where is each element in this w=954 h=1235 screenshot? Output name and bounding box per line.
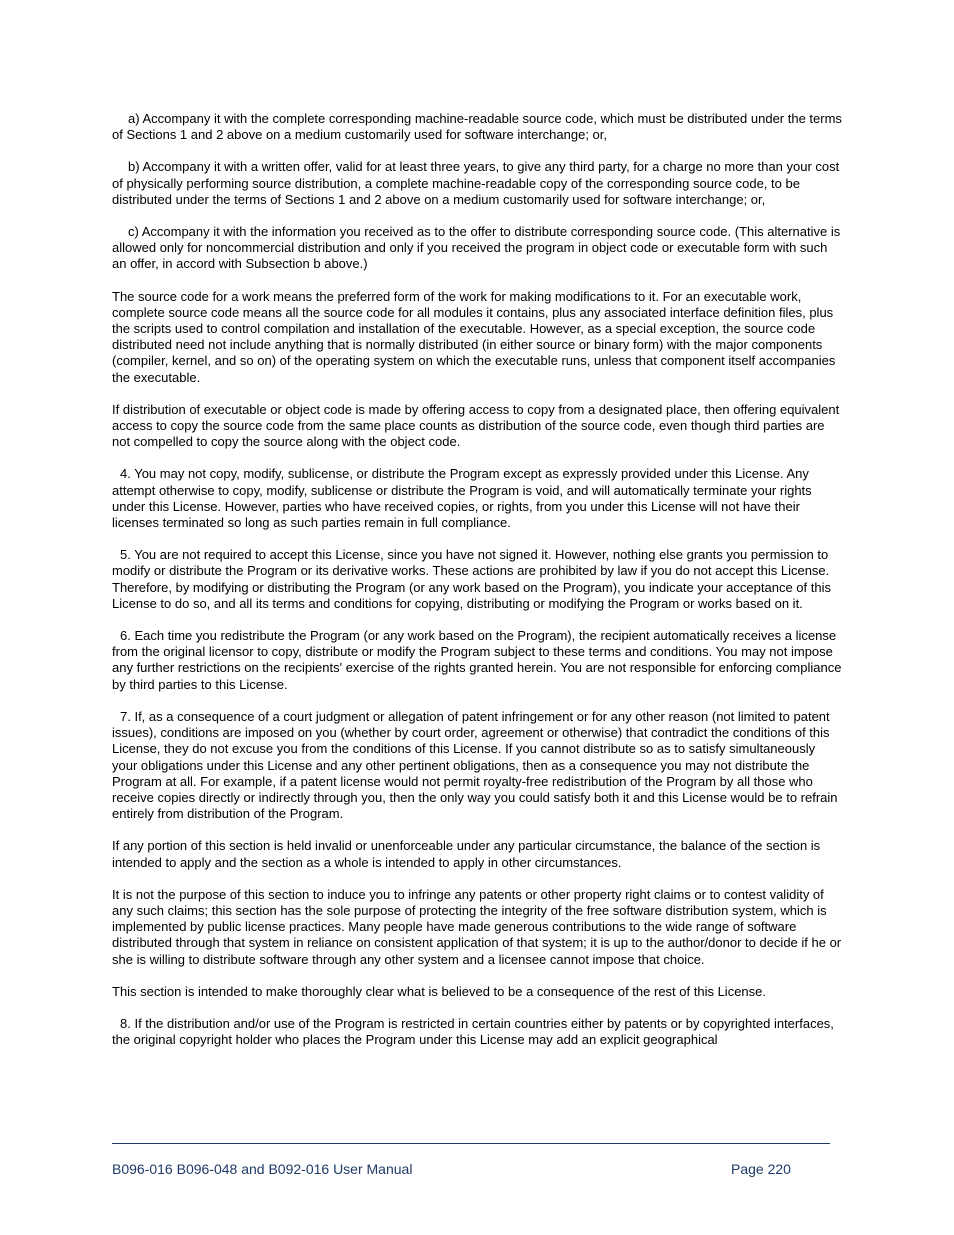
footer-manual-title: B096-016 B096-048 and B092-016 User Manual xyxy=(112,1161,413,1177)
paragraph-source-code: The source code for a work means the preferred form of the work for making modifications to it. For an executable work, complete source code means all the source code for all modules it contains, plus any associated interface definition files, plus the scripts used to control compilation and installation of the executable. However, as a special exception, the source code distributed need not include anything that is normally distributed (in either source or binary form) with the major components (compiler, kernel, and so on) of the operating system on which the executable runs, unless that component itself accompanies the executable. xyxy=(112,288,836,385)
paragraph-section-6: 6. Each time you redistribute the Program (or any work based on the Program), the recipient automatically receives a license from the original licensor to copy, distribute or modify the Program subject to these terms and conditions. You may not impose any further restrictions on the recipients' exercise of the rights granted herein. You are not responsible for enforcing compliance by third parties to this License. xyxy=(112,628,842,692)
paragraph-clarification: This section is intended to make thoroughly clear what is believed to be a consequence of the rest of this License. xyxy=(112,983,766,999)
paragraph-c: c) Accompany it with the information you received as to the offer to distribute corresponding source code. (This alternative is allowed only for noncommercial distribution and only if you received the program in object code or executable form with such an offer, in accord with Subsection b above.) xyxy=(112,224,841,272)
body-text xyxy=(112,111,842,1064)
paragraph-section-7: 7. If, as a consequence of a court judgment or allegation of patent infringement or for any other reason (not limited to patent issues), conditions are imposed on you (whether by court order, agreement or otherwise) that contradict the conditions of this License, they do not excuse you from the conditions of this License. If you cannot distribute so as to satisfy simultaneously your obligations under this License and any other pertinent obligations, then as a consequence you may not distribute the Program at all. For example, if a patent license would not permit royalty-free redistribution of the Program by all those who receive copies directly or indirectly through you, then the only way you could satisfy both it and this License would be to refrain entirely from distribution of the Program. xyxy=(112,708,838,822)
paragraph-section-8: 8. If the distribution and/or use of the Program is restricted in certain countries either by patents or by copyrighted interfaces, the original copyright holder who places the Program under this License may add an explicit geographical xyxy=(112,1015,834,1048)
paragraph-section-4: 4. You may not copy, modify, sublicense, or distribute the Program except as expressly provided under this License. Any attempt otherwise to copy, modify, sublicense or distribute the Program is void, and will automatically terminate your rights under this License. However, parties who have received copies, or rights, from you under this License will not have their licenses terminated so long as such parties remain in full compliance. xyxy=(112,466,812,531)
paragraph-b: b) Accompany it with a written offer, valid for at least three years, to give any third party, for a charge no more than your cost of physically performing source distribution, a complete machine-readable copy of the corresponding source code, to be distributed under the terms of Sections 1 and 2 above on a medium customarily used for software interchange; or, xyxy=(112,159,840,207)
paragraph-section-5: 5. You are not required to accept this License, since you have not signed it. However, nothing else grants you permission to modify or distribute the Program or its derivative works. These actions are prohibited by law if you do not accept this License. Therefore, by modifying or distributing the Program (or any work based on the Program), you indicate your acceptance of this License to do so, and all its terms and conditions for copying, distributing or modifying the Program or works based on it. xyxy=(112,547,831,611)
footer-page-number: Page 220 xyxy=(731,1161,791,1177)
footer-divider xyxy=(112,1143,830,1144)
paragraph-purpose: It is not the purpose of this section to induce you to infringe any patents or other property right claims or to contest validity of any such claims; this section has the sole purpose of protecting the integrity of the free software distribution system, which is implemented by public license practices. Many people have made generous contributions to the wide range of software distributed through that system in reliance on consistent application of that system; it is up to the author/donor to decide if he or she is willing to distribute software through any other system and a licensee cannot impose that choice. xyxy=(112,886,842,967)
paragraph-a: a) Accompany it with the complete corresponding machine-readable source code, which must be distributed under the terms of Sections 1 and 2 above on a medium customarily used for software interchange; or, xyxy=(112,111,842,143)
paragraph-invalid-portion: If any portion of this section is held invalid or unenforceable under any particular circumstance, the balance of the section is intended to apply and the section as a whole is intended to apply in other circumstances. xyxy=(112,838,821,870)
paragraph-distribution-access: If distribution of executable or object code is made by offering access to copy from a designated place, then offering equivalent access to copy the source code from the same place counts as distribution of the source code, even though third parties are not compelled to copy the source along with the object code. xyxy=(112,401,840,450)
